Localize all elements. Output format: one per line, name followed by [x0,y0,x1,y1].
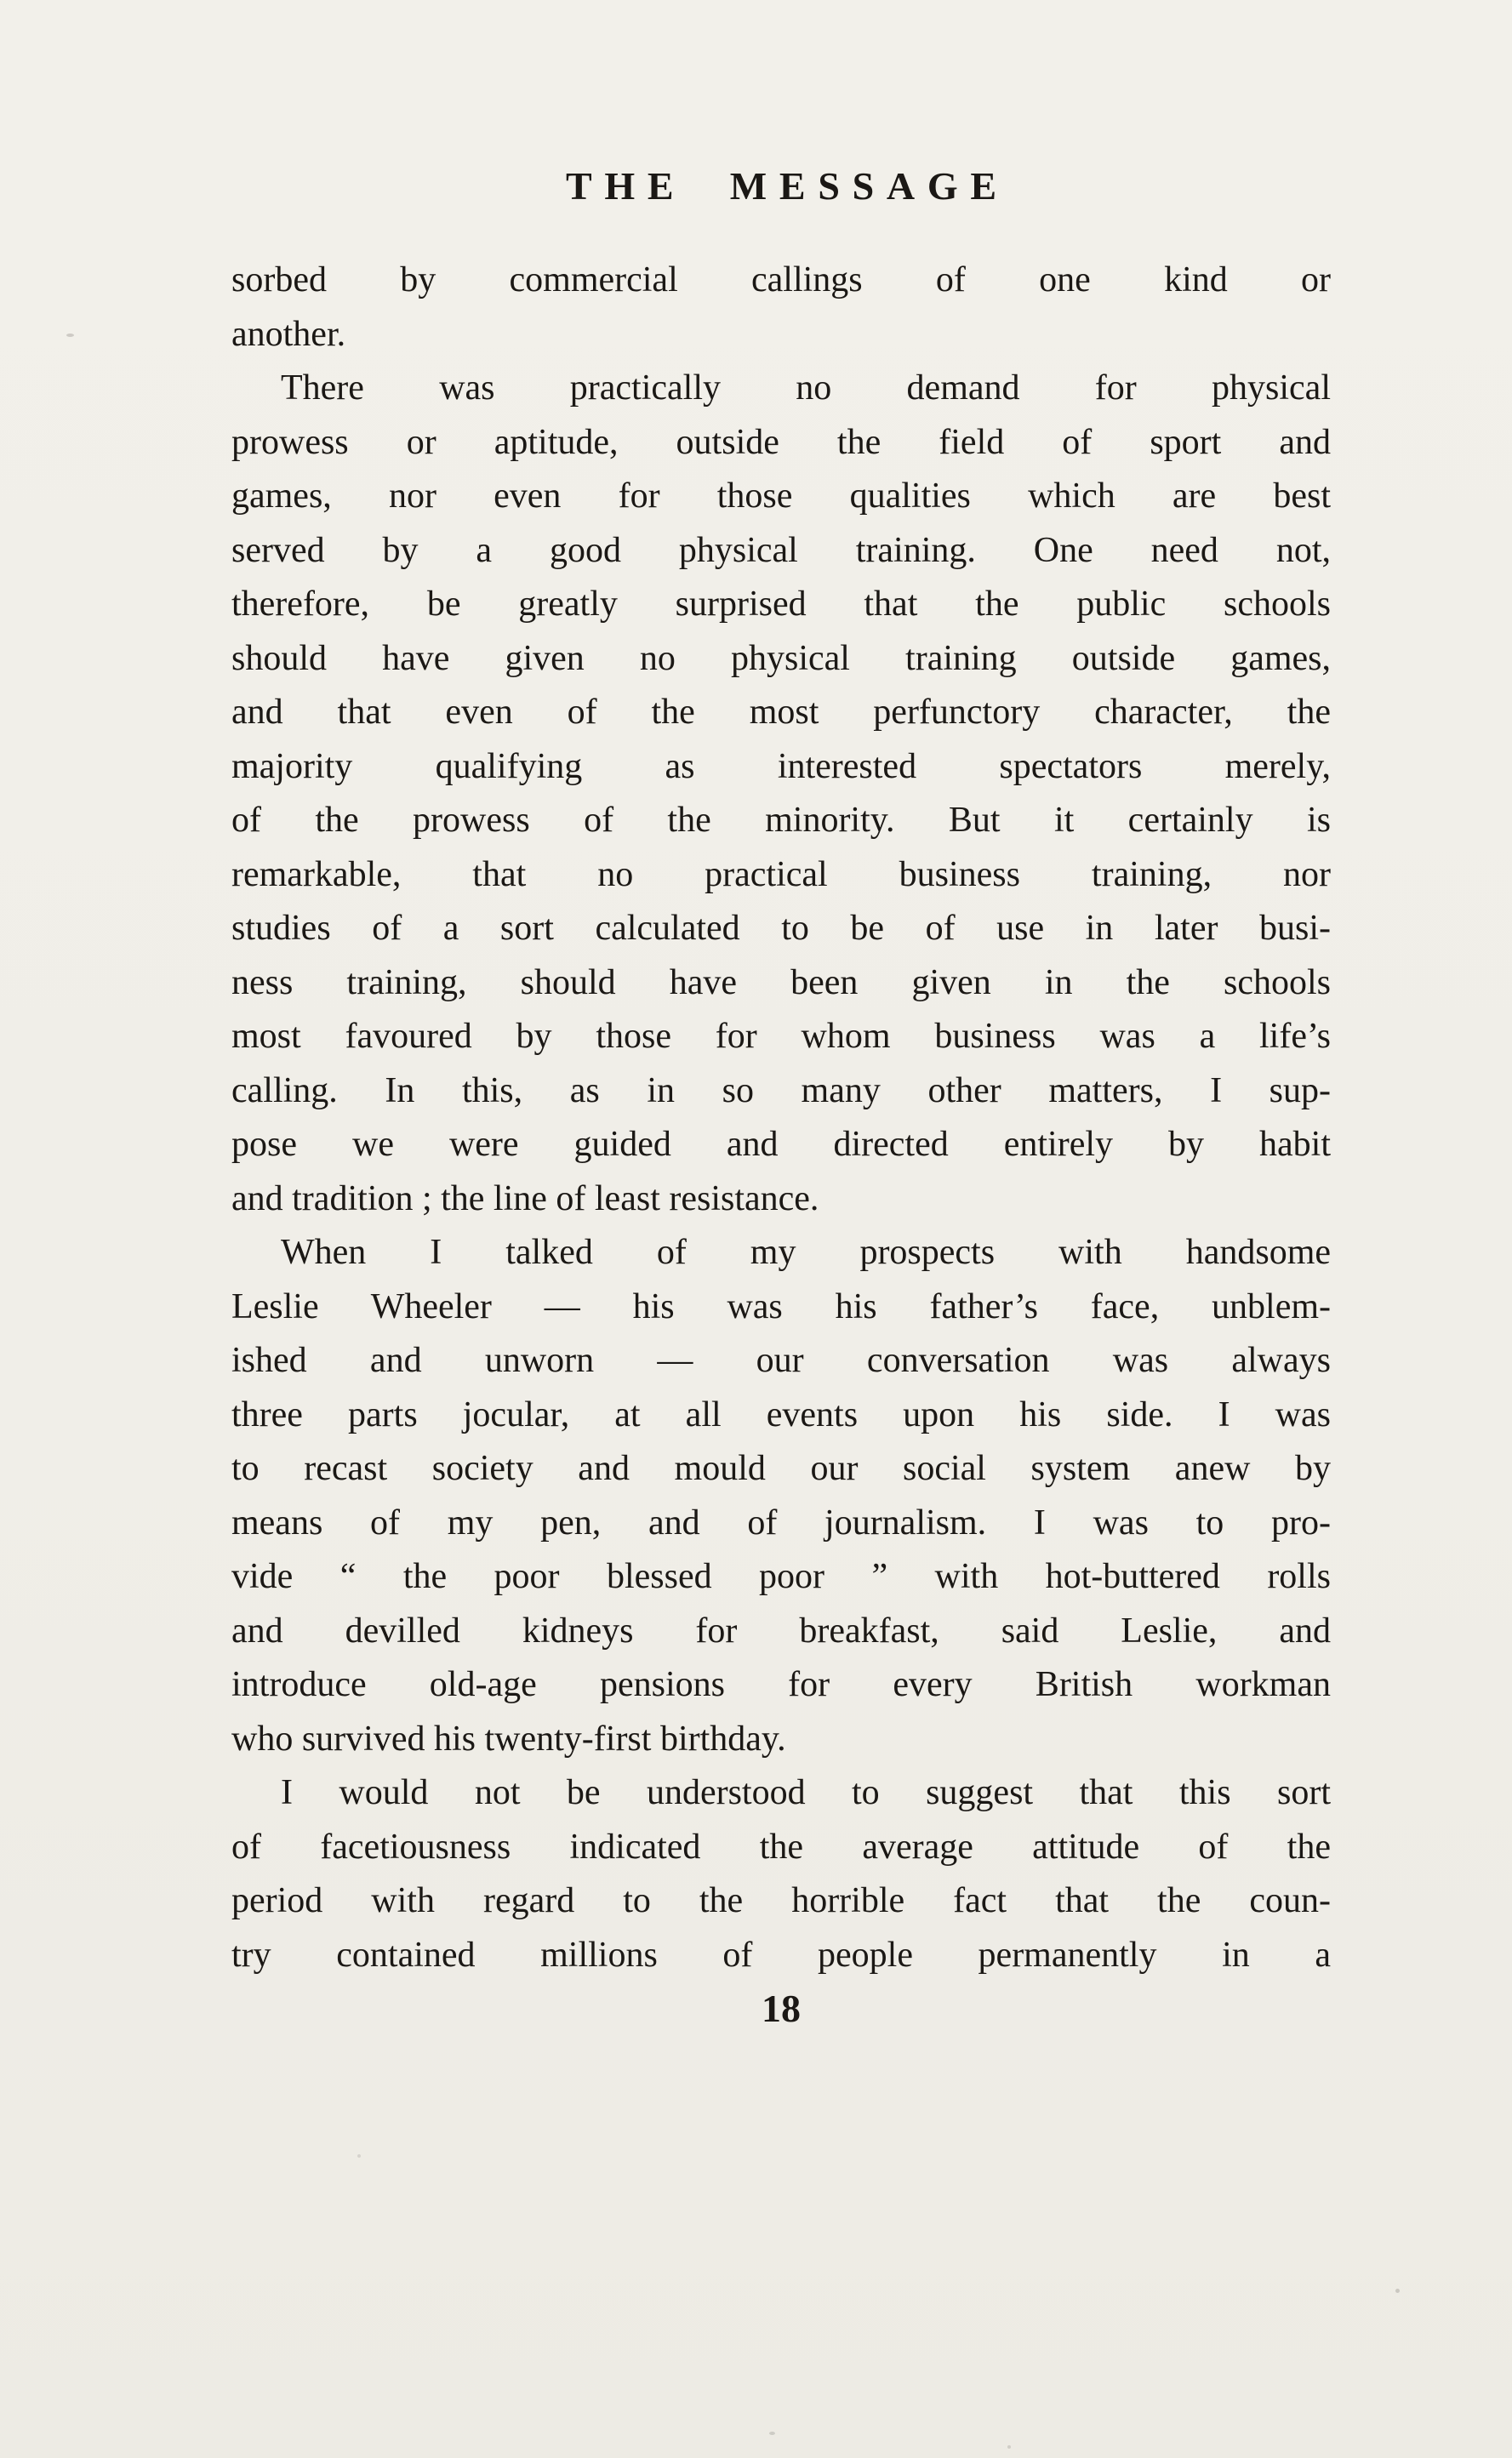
running-head-title: THE MESSAGE [565,164,1009,208]
text-line: and tradition ; the line of least resistance. [231,1178,819,1218]
text-line: studies of a sort calculated to be of use in later busi- [231,909,1331,948]
text-line: and that even of the most perfunctory character, the [231,693,1331,732]
text-block [231,164,1331,2031]
text-line: games, nor even for those qualities which are best [231,476,1331,516]
text-line: means of my pen, and of journalism. I was to pro- [231,1503,1331,1543]
text-line: of facetiousness indicated the average attitude of the [231,1827,1331,1867]
text-line: of the prowess of the minority. But it certainly is [231,801,1331,840]
text-line: ished and unworn — our conversation was always [231,1341,1331,1380]
scan-artifact [357,2154,361,2158]
page-number: 18 [762,1987,801,2030]
text-line: introduce old-age pensions for every British workman [231,1665,1331,1704]
page-body [231,254,1331,1982]
text-line: who survived his twenty-first birthday. [231,1719,786,1759]
text-line: three parts jocular, at all events upon his side. I was [231,1394,1331,1434]
text-line: to recast society and mould our social system anew by [231,1449,1331,1488]
text-line: pose we were guided and directed entirely by habit [231,1125,1331,1164]
text-line: There was practically no demand for physical [281,368,1331,408]
text-line: served by a good physical training. One need not, [231,530,1331,570]
text-line: should have given no physical training outside games, [231,638,1331,678]
paragraph [231,362,1331,1226]
text-line: calling. In this, as in so many other matters, I sup- [231,1070,1331,1110]
text-line: period with regard to the horrible fact that the coun- [231,1881,1331,1920]
text-line: therefore, be greatly surprised that the public schools [231,585,1331,624]
text-line: remarkable, that no practical business training, nor [231,854,1331,894]
text-line: vide “ the poor blessed poor ” with hot-buttered rolls [231,1557,1331,1596]
scan-artifact [66,334,74,337]
scan-artifact [1395,2289,1400,2293]
paragraph [231,1766,1331,1982]
text-line: prowess or aptitude, outside the field of sport and [231,422,1331,462]
text-line: majority qualifying as interested spectators merely, [231,746,1331,786]
text-line: another. [231,314,346,354]
text-line: I would not be understood to suggest that this sort [281,1773,1331,1812]
paragraph [231,1226,1331,1766]
text-line: try contained millions of people permanently in a [231,1935,1331,1975]
text-line: sorbed by commercial callings of one kind or [231,260,1331,299]
scan-artifact [769,2432,775,2435]
text-line: ness training, should have been given in the schools [231,962,1331,1002]
scan-artifact [1007,2445,1011,2449]
text-line: most favoured by those for whom business was a life’s [231,1017,1331,1056]
paragraph [231,254,1331,362]
text-line: and devilled kidneys for breakfast, said Leslie, and [231,1611,1331,1651]
text-line: When I talked of my prospects with handsome [281,1233,1331,1272]
text-line: Leslie Wheeler — his was his father’s face, unblem- [231,1286,1331,1326]
